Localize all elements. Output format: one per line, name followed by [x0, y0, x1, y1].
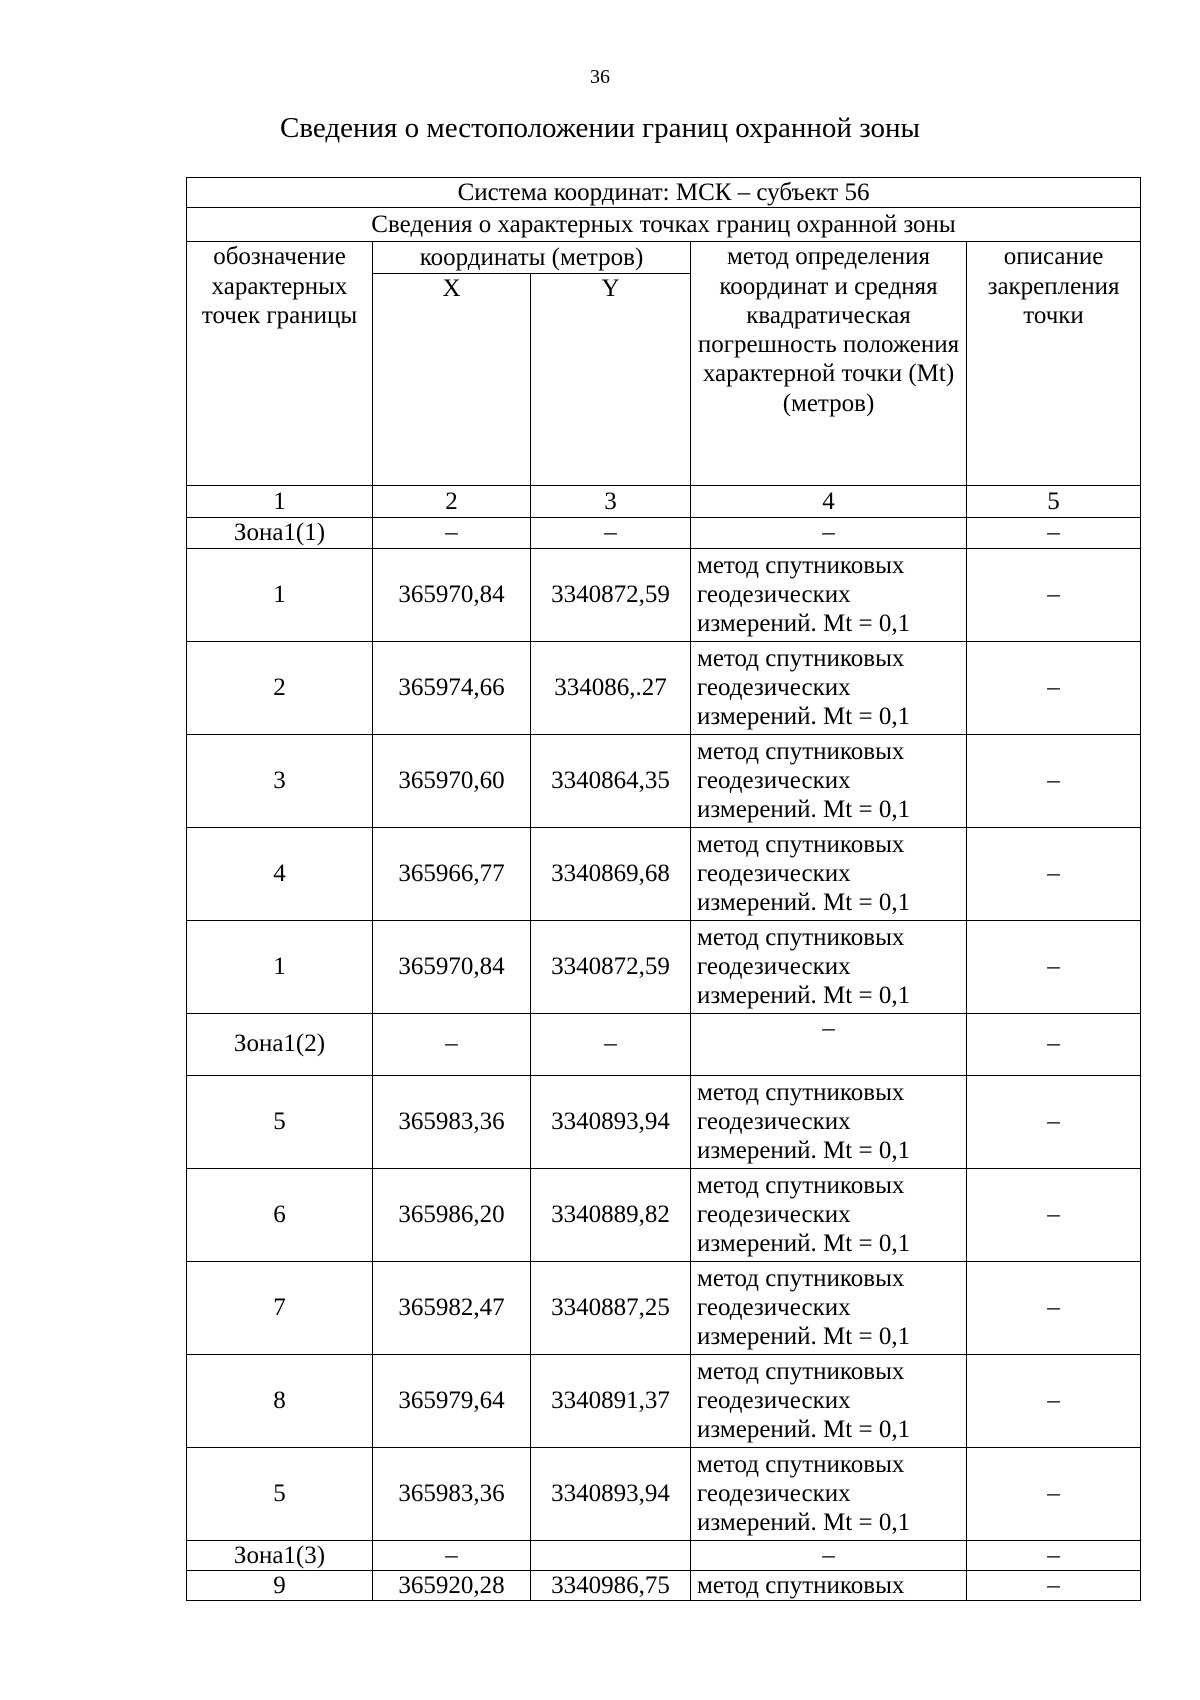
x-coordinate-cell: 365986,20 — [373, 1168, 531, 1261]
table-row — [187, 1354, 1141, 1447]
x-coordinate-cell: 365974,66 — [373, 641, 531, 734]
table-row — [187, 548, 1141, 641]
method-cell: метод спутниковых геодезических измерений. Mt = 0,1 — [691, 641, 967, 734]
x-coordinate-cell: – — [373, 1013, 531, 1075]
header-y: Y — [531, 274, 691, 486]
y-coordinate-cell: 3340889,82 — [531, 1168, 691, 1261]
point-cell: 9 — [187, 1570, 373, 1600]
x-coordinate-cell: 365970,84 — [373, 548, 531, 641]
coordinate-system-cell: Система координат: МСК – субъект 56 — [187, 178, 1141, 208]
y-coordinate-cell: 3340893,94 — [531, 1075, 691, 1168]
method-cell: метод спутниковых геодезических измерений. Mt = 0,1 — [691, 548, 967, 641]
fixing-cell: – — [967, 734, 1141, 827]
header-coordinates: координаты (метров) — [373, 242, 691, 274]
point-cell: 7 — [187, 1261, 373, 1354]
fixing-cell: – — [967, 641, 1141, 734]
header-method: метод определения координат и средняя квадратическая погрешность положения характерной точки (Mt) (метров) — [691, 242, 967, 486]
fixing-cell: – — [967, 1570, 1141, 1600]
point-cell: 8 — [187, 1354, 373, 1447]
column-number: 5 — [967, 486, 1141, 518]
point-cell: 5 — [187, 1447, 373, 1540]
fixing-cell: – — [967, 1075, 1141, 1168]
method-cell: метод спутниковых геодезических измерений. Mt = 0,1 — [691, 734, 967, 827]
table-row — [187, 1075, 1141, 1168]
table-row — [187, 734, 1141, 827]
table-row — [187, 827, 1141, 920]
y-coordinate-cell: 3340864,35 — [531, 734, 691, 827]
column-number: 2 — [373, 486, 531, 518]
y-coordinate-cell: 3340872,59 — [531, 920, 691, 1013]
method-cell: метод спутниковых геодезических измерений. Mt = 0,1 — [691, 1075, 967, 1168]
y-coordinate-cell: – — [531, 518, 691, 548]
boundary-points-table — [186, 177, 1141, 1601]
point-cell: Зона1(2) — [187, 1013, 373, 1075]
column-number: 3 — [531, 486, 691, 518]
x-coordinate-cell: 365966,77 — [373, 827, 531, 920]
header-point-designation: обозначение характерных точек границы — [187, 242, 373, 486]
fixing-cell: – — [967, 548, 1141, 641]
y-coordinate-cell: 3340887,25 — [531, 1261, 691, 1354]
fixing-cell: – — [967, 1447, 1141, 1540]
method-cell: – — [691, 518, 967, 548]
x-coordinate-cell: 365920,28 — [373, 1570, 531, 1600]
header-row-1 — [187, 242, 1141, 274]
column-numbers-row — [187, 486, 1141, 518]
fixing-cell: – — [967, 1354, 1141, 1447]
x-coordinate-cell: – — [373, 518, 531, 548]
method-cell: метод спутниковых геодезических измерений. Mt = 0,1 — [691, 1168, 967, 1261]
fixing-cell: – — [967, 1540, 1141, 1570]
document-title: Сведения о местоположении границ охранной зоны — [279, 112, 920, 144]
fixing-cell: – — [967, 1261, 1141, 1354]
x-coordinate-cell: 365970,84 — [373, 920, 531, 1013]
x-coordinate-cell: 365983,36 — [373, 1075, 531, 1168]
method-cell: метод спутниковых геодезических измерений. Mt = 0,1 — [691, 827, 967, 920]
fixing-cell: – — [967, 827, 1141, 920]
column-number: 4 — [691, 486, 967, 518]
method-cell: метод спутниковых — [691, 1570, 967, 1600]
y-coordinate-cell — [531, 1540, 691, 1570]
zone-row — [187, 1540, 1141, 1570]
page-number: 36 — [590, 66, 610, 88]
y-coordinate-cell: 3340872,59 — [531, 548, 691, 641]
y-coordinate-cell: 3340986,75 — [531, 1570, 691, 1600]
zone-row — [187, 1013, 1141, 1075]
y-coordinate-cell: 3340893,94 — [531, 1447, 691, 1540]
method-cell: – — [691, 1013, 967, 1075]
y-coordinate-cell: 3340869,68 — [531, 827, 691, 920]
table-row — [187, 1168, 1141, 1261]
header-x: X — [373, 274, 531, 486]
point-cell: 1 — [187, 920, 373, 1013]
point-cell: 3 — [187, 734, 373, 827]
point-cell: Зона1(1) — [187, 518, 373, 548]
table-row — [187, 920, 1141, 1013]
fixing-cell: – — [967, 1168, 1141, 1261]
fixing-cell: – — [967, 1013, 1141, 1075]
point-cell: 5 — [187, 1075, 373, 1168]
point-cell: 1 — [187, 548, 373, 641]
method-cell: метод спутниковых геодезических измерений. Mt = 0,1 — [691, 1354, 967, 1447]
method-cell: метод спутниковых геодезических измерений. Mt = 0,1 — [691, 920, 967, 1013]
y-coordinate-cell: 3340891,37 — [531, 1354, 691, 1447]
x-coordinate-cell: 365979,64 — [373, 1354, 531, 1447]
zone-row — [187, 518, 1141, 548]
section-title-cell: Сведения о характерных точках границ охранной зоны — [187, 208, 1141, 242]
point-cell: 6 — [187, 1168, 373, 1261]
section-title-row — [187, 208, 1141, 242]
x-coordinate-cell: 365983,36 — [373, 1447, 531, 1540]
fixing-cell: – — [967, 920, 1141, 1013]
method-cell: метод спутниковых геодезических измерений. Mt = 0,1 — [691, 1447, 967, 1540]
coordinate-system-row — [187, 178, 1141, 208]
method-cell: – — [691, 1540, 967, 1570]
y-coordinate-cell: 334086,.27 — [531, 641, 691, 734]
x-coordinate-cell: 365982,47 — [373, 1261, 531, 1354]
method-cell: метод спутниковых геодезических измерений. Mt = 0,1 — [691, 1261, 967, 1354]
column-number: 1 — [187, 486, 373, 518]
x-coordinate-cell: 365970,60 — [373, 734, 531, 827]
table-row — [187, 1447, 1141, 1540]
table-row — [187, 1570, 1141, 1600]
fixing-cell: – — [967, 518, 1141, 548]
header-fixing: описание закрепления точки — [967, 242, 1141, 486]
x-coordinate-cell: – — [373, 1540, 531, 1570]
point-cell: 4 — [187, 827, 373, 920]
table-row — [187, 1261, 1141, 1354]
point-cell: 2 — [187, 641, 373, 734]
point-cell: Зона1(3) — [187, 1540, 373, 1570]
table-row — [187, 641, 1141, 734]
y-coordinate-cell: – — [531, 1013, 691, 1075]
